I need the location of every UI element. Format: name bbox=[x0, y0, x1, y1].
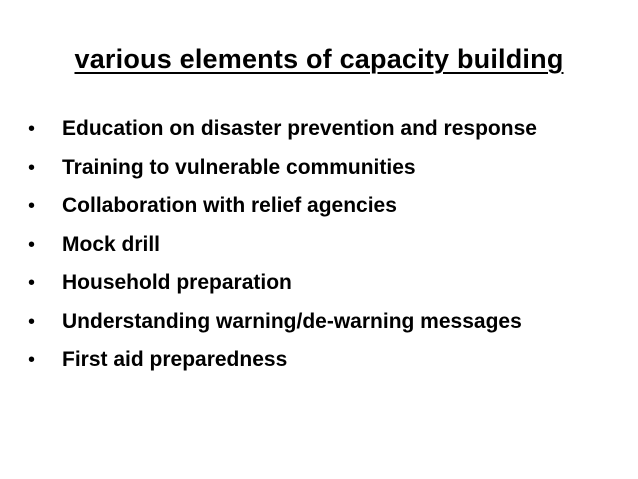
list-item bbox=[28, 271, 537, 310]
list-item bbox=[28, 156, 537, 195]
bullet-icon: • bbox=[28, 349, 36, 371]
bullet-icon: • bbox=[28, 156, 36, 179]
list-item bbox=[28, 310, 537, 349]
list-item-text: Collaboration with relief agencies bbox=[62, 194, 397, 217]
list-item-text: Understanding warning/de-warning messages bbox=[62, 309, 522, 333]
slide-title: various elements of capacity building bbox=[74, 44, 564, 74]
list-item-text: Household preparation bbox=[62, 271, 292, 294]
list-item bbox=[28, 194, 537, 233]
bullet-icon: • bbox=[28, 118, 36, 140]
bullet-list bbox=[28, 117, 537, 387]
list-item bbox=[28, 348, 537, 387]
bullet-icon: • bbox=[28, 233, 36, 256]
list-item-text: Education on disaster prevention and response bbox=[62, 117, 537, 140]
bullet-icon: • bbox=[28, 272, 36, 294]
list-item-text: Mock drill bbox=[62, 232, 161, 256]
list-item-text: First aid preparedness bbox=[62, 348, 288, 371]
list-item bbox=[28, 117, 537, 156]
bullet-icon: • bbox=[28, 310, 36, 333]
list-item-text: Training to vulnerable communities bbox=[62, 155, 416, 179]
bullet-icon: • bbox=[28, 195, 36, 217]
list-item bbox=[28, 233, 537, 272]
